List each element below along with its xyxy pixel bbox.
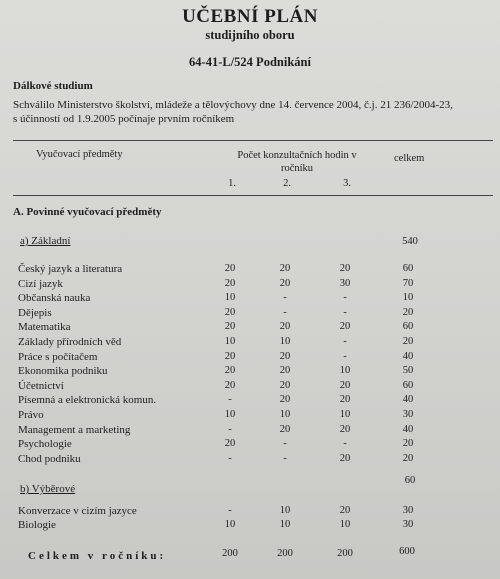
hours-total: 30 bbox=[402, 519, 414, 530]
hours-total: 60 bbox=[402, 263, 414, 274]
hours-total: 30 bbox=[402, 409, 414, 420]
hours-year-1: 20 bbox=[224, 321, 236, 333]
hours-total: 40 bbox=[402, 350, 414, 362]
subject-name: Občanská nauka bbox=[18, 292, 91, 305]
subject-name: Matematika bbox=[18, 321, 71, 334]
hours-total: 20 bbox=[402, 306, 414, 318]
hours-year-2: 20 bbox=[279, 379, 291, 391]
hours-year-2: 10 bbox=[279, 409, 291, 420]
column-header-subjects: Vyučovací předměty bbox=[36, 149, 123, 160]
group-a-total: 540 bbox=[402, 236, 418, 247]
hours-year-3: - bbox=[343, 438, 347, 450]
column-header-year-1: 1. bbox=[228, 178, 236, 189]
hours-year-1: 10 bbox=[224, 292, 236, 304]
hours-total: 40 bbox=[402, 394, 414, 406]
hours-year-2: 10 bbox=[279, 505, 291, 516]
hours-year-3: - bbox=[343, 306, 347, 318]
hours-total: 60 bbox=[402, 379, 414, 391]
hours-year-1: 20 bbox=[224, 277, 236, 289]
hours-year-3: 20 bbox=[339, 423, 351, 435]
grand-total-year-3: 200 bbox=[337, 548, 353, 559]
hours-year-1: 10 bbox=[224, 519, 236, 530]
hours-year-3: 20 bbox=[339, 505, 351, 516]
hours-year-2: - bbox=[283, 438, 287, 450]
column-header-hours bbox=[222, 149, 372, 175]
hours-year-1: 10 bbox=[224, 409, 236, 420]
subject-name: Dějepis bbox=[18, 306, 52, 319]
hours-year-1: 20 bbox=[224, 365, 236, 377]
header-bottom-rule bbox=[13, 195, 493, 196]
hours-year-1: 20 bbox=[224, 379, 236, 391]
hours-year-3: 20 bbox=[339, 263, 351, 274]
hours-year-2: 10 bbox=[279, 519, 291, 530]
document-title: UČEBNÍ PLÁN bbox=[182, 6, 318, 27]
hours-year-2: 20 bbox=[279, 263, 291, 274]
hours-year-3: - bbox=[343, 350, 347, 362]
header-top-rule bbox=[13, 140, 493, 141]
subject-name: Účetnictví bbox=[18, 379, 64, 392]
hours-year-1: - bbox=[228, 423, 232, 435]
subject-name: Právo bbox=[18, 409, 44, 421]
hours-year-3: - bbox=[343, 336, 347, 347]
subject-name: Cizí jazyk bbox=[18, 277, 63, 290]
hours-year-2: 20 bbox=[279, 321, 291, 333]
approval-text bbox=[13, 98, 453, 126]
column-header-year-2: 2. bbox=[283, 178, 291, 189]
grand-total-sum: 600 bbox=[399, 546, 415, 557]
approval-line-1: Schválilo Ministerstvo školství, mládeže a tělovýchovy dne 14. července 2004, č.j. 21 236/2004-23, bbox=[13, 99, 453, 111]
hours-total: 20 bbox=[402, 438, 414, 450]
column-header-hours-line2: ročníku bbox=[280, 163, 314, 174]
subject-name: Psychologie bbox=[18, 438, 72, 451]
hours-year-3: 10 bbox=[339, 519, 351, 530]
document-subtitle: studijního oboru bbox=[205, 28, 295, 42]
hours-year-2: - bbox=[283, 306, 287, 318]
hours-year-1: - bbox=[228, 394, 232, 406]
subject-name: Ekonomika podniku bbox=[18, 365, 108, 378]
hours-year-2: - bbox=[283, 292, 287, 304]
subject-name: Písemná a elektronická komun. bbox=[18, 394, 157, 407]
column-header-total: celkem bbox=[394, 153, 425, 164]
hours-year-3: 20 bbox=[339, 394, 351, 406]
column-header-year-3: 3. bbox=[343, 178, 351, 189]
subject-name: Chod podniku bbox=[18, 452, 81, 465]
hours-year-2: 20 bbox=[279, 423, 291, 435]
hours-total: 60 bbox=[402, 321, 414, 333]
section-a-label: A. Povinné vyučovací předměty bbox=[13, 206, 162, 218]
hours-total: 70 bbox=[402, 277, 414, 289]
hours-year-3: 10 bbox=[339, 409, 351, 420]
subject-name: Biologie bbox=[18, 519, 56, 531]
hours-year-3: 20 bbox=[339, 452, 351, 464]
group-b-total: 60 bbox=[404, 475, 416, 486]
grand-total-year-2: 200 bbox=[277, 548, 293, 559]
hours-year-1: 10 bbox=[224, 336, 236, 347]
hours-year-1: 20 bbox=[224, 350, 236, 362]
hours-year-2: 10 bbox=[279, 336, 291, 347]
hours-year-3: 20 bbox=[339, 321, 351, 333]
hours-year-1: 20 bbox=[224, 306, 236, 318]
hours-total: 20 bbox=[402, 452, 414, 464]
hours-year-1: - bbox=[228, 505, 232, 516]
hours-year-2: - bbox=[283, 452, 287, 464]
hours-year-1: 20 bbox=[224, 438, 236, 450]
subject-name: Základy přírodních věd bbox=[18, 336, 122, 348]
program-code: 64-41-L/524 Podnikání bbox=[189, 55, 311, 69]
hours-total: 40 bbox=[402, 423, 414, 435]
hours-year-2: 20 bbox=[279, 365, 291, 377]
hours-year-2: 20 bbox=[279, 350, 291, 362]
hours-year-3: 30 bbox=[339, 277, 351, 289]
subject-name: Český jazyk a literatura bbox=[18, 263, 123, 275]
subject-name: Konverzace v cizím jazyce bbox=[18, 505, 137, 517]
hours-year-1: - bbox=[228, 452, 232, 464]
grand-total-year-1: 200 bbox=[222, 548, 238, 559]
study-type: Dálkové studium bbox=[13, 80, 93, 92]
subject-name: Práce s počítačem bbox=[18, 350, 98, 363]
column-header-hours-line1: Počet konzultačních hodin v bbox=[237, 150, 357, 161]
subject-name: Management a marketing bbox=[18, 423, 131, 436]
grand-total-label: Celkem v ročníku: bbox=[28, 550, 167, 562]
hours-total: 10 bbox=[402, 292, 414, 304]
hours-year-3: 20 bbox=[339, 379, 351, 391]
hours-year-2: 20 bbox=[279, 277, 291, 289]
hours-year-1: 20 bbox=[224, 263, 236, 274]
hours-total: 30 bbox=[402, 505, 414, 516]
hours-year-2: 20 bbox=[279, 394, 291, 406]
hours-year-3: - bbox=[343, 292, 347, 304]
hours-total: 50 bbox=[402, 365, 414, 377]
group-b-label: b) Výběrové bbox=[20, 483, 76, 495]
hours-year-3: 10 bbox=[339, 365, 351, 377]
approval-line-2: s účinností od 1.9.2005 počínaje prvním ročníkem bbox=[13, 113, 235, 125]
group-a-label: a) Základní bbox=[20, 235, 71, 247]
hours-total: 20 bbox=[402, 336, 414, 347]
